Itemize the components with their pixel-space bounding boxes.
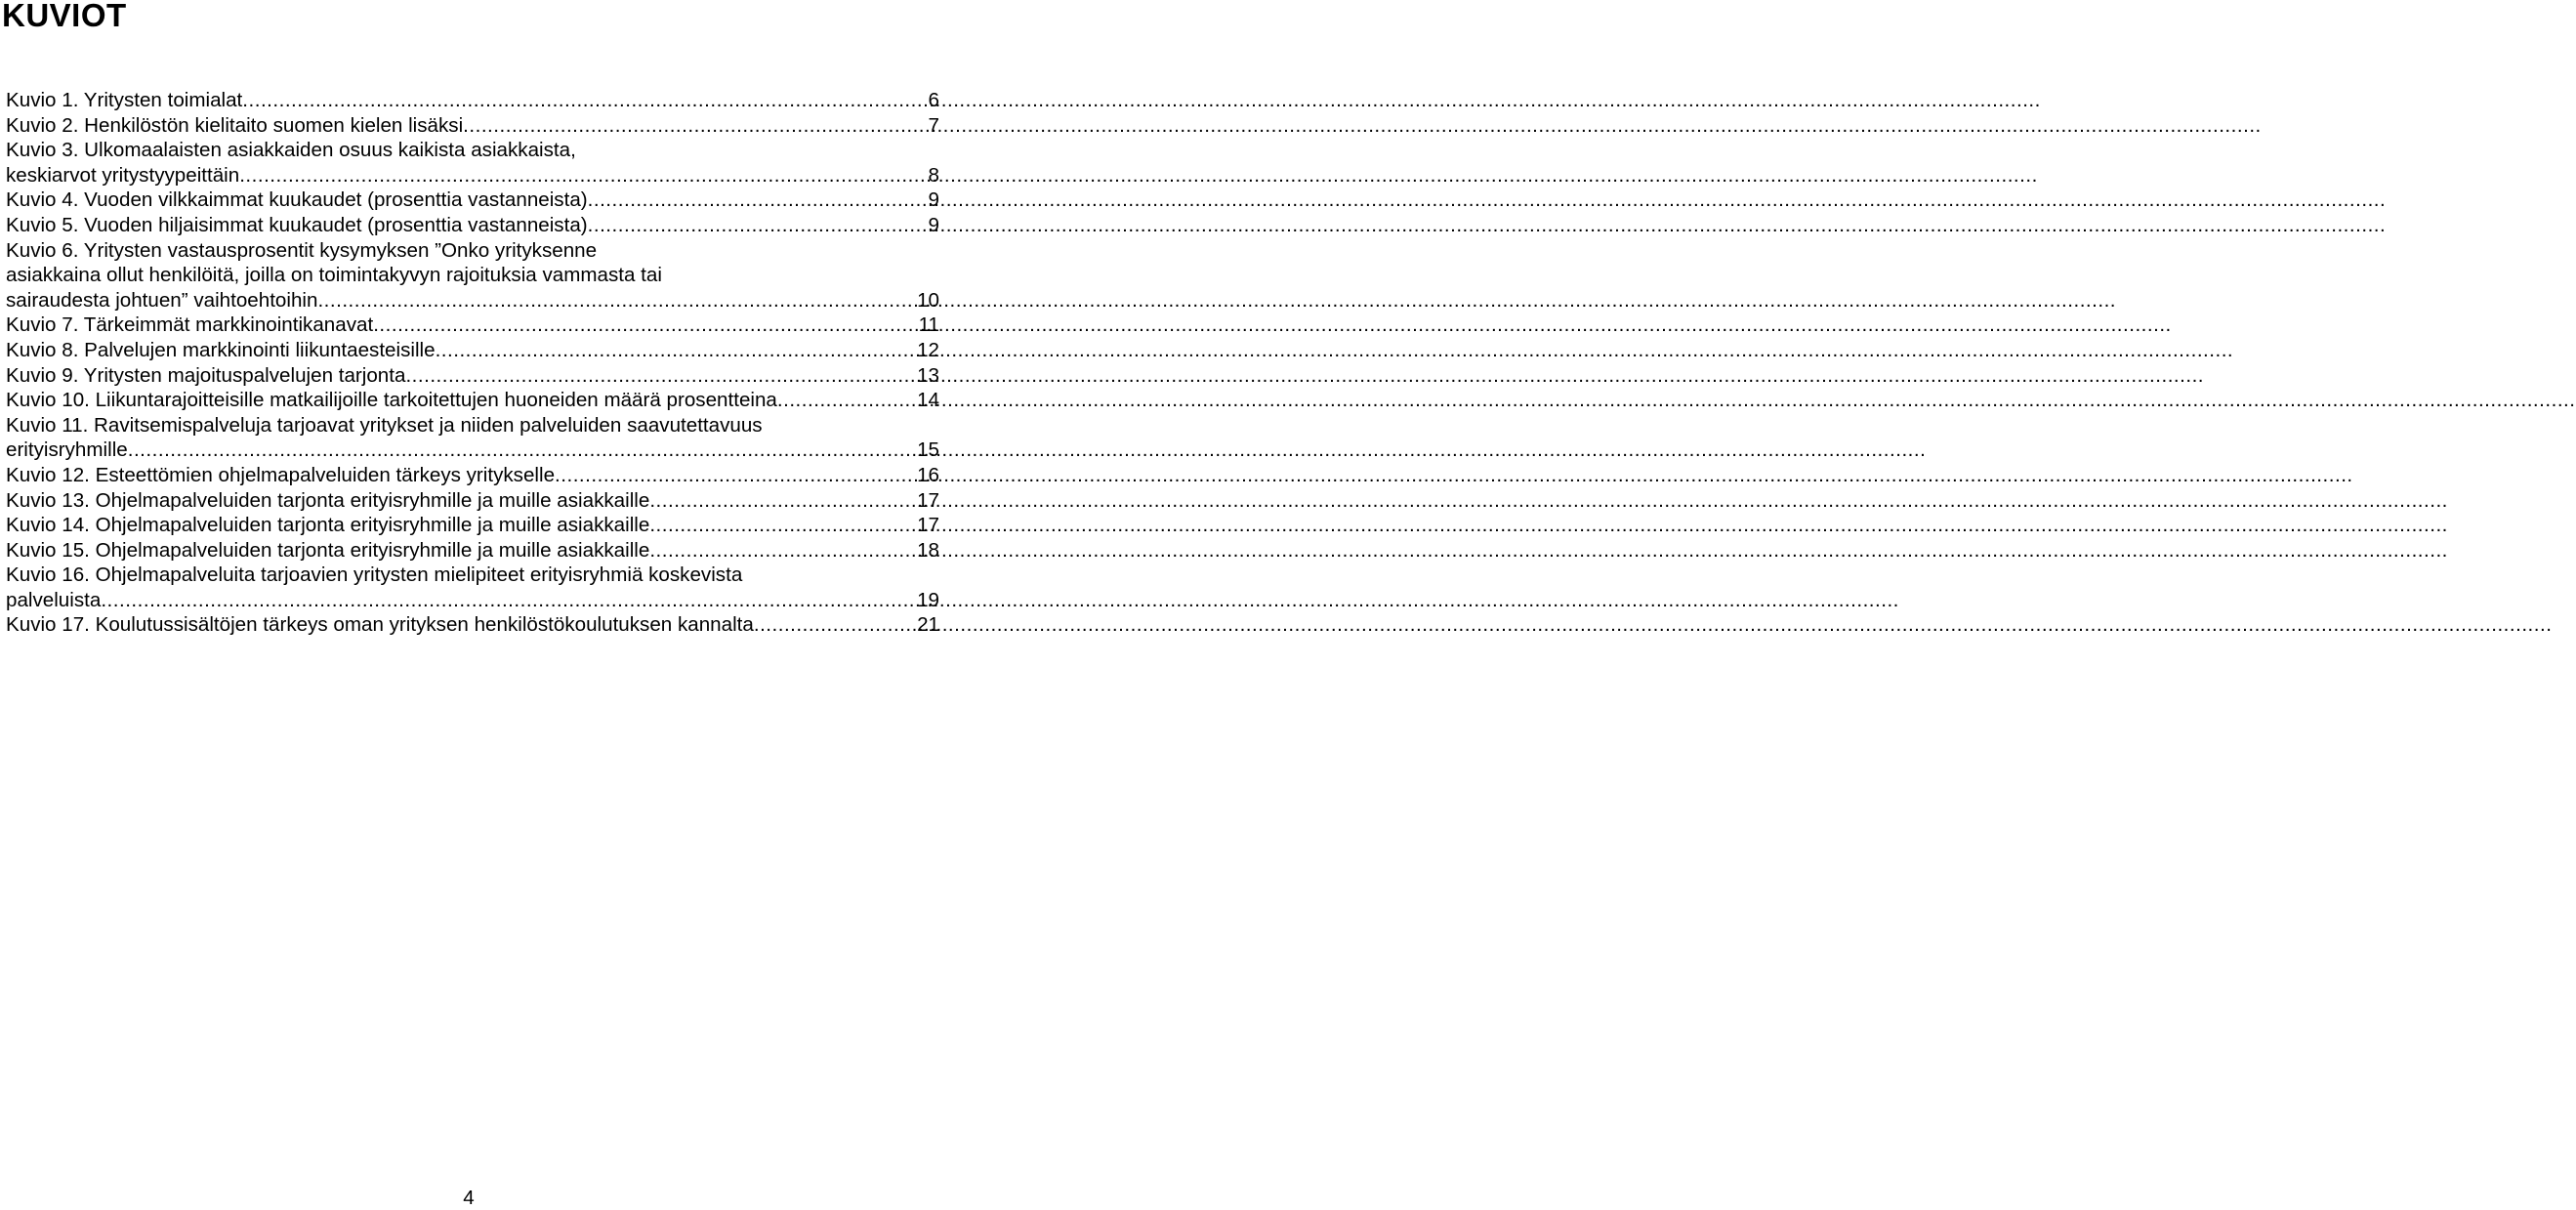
toc-entry-title: palveluista <box>6 588 102 611</box>
toc-entry-page: 14 <box>917 389 939 412</box>
toc-entry[interactable] <box>6 238 939 313</box>
toc-entry-line <box>6 213 939 238</box>
toc-entry-page: 17 <box>917 488 939 512</box>
dot-leader <box>649 488 917 514</box>
toc-entry-title: Kuvio 1. Yritysten toimialat <box>6 89 243 111</box>
toc-entry[interactable] <box>6 138 939 188</box>
dot-leader <box>436 338 918 363</box>
page-title: KUVIOT <box>2 0 127 33</box>
document-page <box>0 0 937 1210</box>
toc-entry-page: 12 <box>917 338 939 361</box>
dot-leader <box>373 313 918 338</box>
dot-leader <box>317 288 917 313</box>
toc-entry-title: keskiarvot yritystyypeittäin <box>6 163 240 187</box>
toc-entry-line <box>6 363 939 389</box>
toc-entry-text: Kuvio 6. Yritysten vastausprosentit kysymyksen ”Onko yrityksenne <box>6 238 598 262</box>
toc-entry-title: Kuvio 9. Yritysten majoituspalvelujen tarjonta <box>6 363 406 387</box>
dot-leader <box>754 612 917 638</box>
toc-entry-page: 21 <box>917 613 939 637</box>
toc-entry-title: sairaudesta johtuen” vaihtoehtoihin <box>6 288 318 312</box>
toc-entry-line <box>6 538 939 563</box>
dot-leader <box>555 463 917 488</box>
dot-leader <box>405 363 917 389</box>
toc-entry[interactable] <box>6 463 939 488</box>
toc-entry-line <box>6 588 939 613</box>
toc-entry-title: Kuvio 8. Palvelujen markkinointi liikuntaesteisille <box>6 338 436 361</box>
toc-entry-page: 17 <box>917 514 939 537</box>
toc-entry-title: Kuvio 13. Ohjelmapalveluiden tarjonta erityisryhmille ja muille asiakkaille <box>6 488 650 512</box>
toc-entry[interactable] <box>6 188 939 213</box>
toc-entry-title: Kuvio 14. Ohjelmapalveluiden tarjonta erityisryhmille ja muille asiakkaille <box>6 514 650 537</box>
toc-entry-page: 8 <box>928 163 939 187</box>
toc-entry-text: Kuvio 16. Ohjelmapalveluita tarjoavien yritysten mielipiteet erityisryhmiä koskevista <box>6 563 743 587</box>
toc-entry-title: Kuvio 2. Henkilöstön kielitaito suomen kielen lisäksi <box>6 113 464 137</box>
toc-entry[interactable] <box>6 563 939 612</box>
toc-entry[interactable] <box>6 388 939 413</box>
toc-entry-title: Kuvio 4. Vuoden vilkkaimmat kuukaudet (prosenttia vastanneista) <box>6 188 588 212</box>
toc-entry[interactable] <box>6 538 939 563</box>
toc-entry-title: Kuvio 17. Koulutussisältöjen tärkeys oman yrityksen henkilöstökoulutuksen kannalta <box>6 613 754 637</box>
toc-entry-line <box>6 463 939 488</box>
toc-entry-line <box>6 313 939 338</box>
toc-entry-title: Kuvio 15. Ohjelmapalveluiden tarjonta erityisryhmille ja muille asiakkaille <box>6 538 650 562</box>
toc-entry[interactable] <box>6 113 939 139</box>
toc-entry-line <box>6 488 939 514</box>
toc-entry-title: Kuvio 7. Tärkeimmät markkinointikanavat <box>6 313 374 337</box>
toc-entry-page: 11 <box>918 313 939 337</box>
toc-entry-line <box>6 513 939 538</box>
toc-entry-page: 6 <box>928 89 939 111</box>
toc-entry-title: Kuvio 10. Liikuntarajoitteisille matkailijoille tarkoitettujen huoneiden määrä prosentteina <box>6 389 777 412</box>
dot-leader <box>588 188 929 213</box>
toc-entry-line <box>6 113 939 139</box>
dot-leader <box>777 388 917 413</box>
dot-leader <box>649 513 917 538</box>
toc-entry-line <box>6 288 939 313</box>
toc-entry-title: Kuvio 12. Esteettömien ohjelmapalveluiden tärkeys yritykselle <box>6 463 556 486</box>
toc-entry[interactable] <box>6 313 939 338</box>
toc-entry-page: 16 <box>917 463 939 486</box>
toc-entry-page: 9 <box>928 213 939 236</box>
dot-leader <box>239 163 928 188</box>
toc-entry-line <box>6 438 939 463</box>
toc-entry-text: asiakkaina ollut henkilöitä, joilla on toimintakyvyn rajoituksia vammasta tai <box>6 264 662 287</box>
toc-entry[interactable] <box>6 213 939 238</box>
toc-entry-page: 13 <box>917 363 939 387</box>
dot-leader <box>128 438 917 463</box>
toc-entry-page: 18 <box>917 538 939 562</box>
dot-leader <box>463 113 928 139</box>
toc-entry-page: 15 <box>917 438 939 462</box>
list-of-figures <box>6 88 939 638</box>
toc-entry-line <box>6 388 939 413</box>
dot-leader <box>588 213 929 238</box>
dot-leader <box>649 538 917 563</box>
toc-entry[interactable] <box>6 513 939 538</box>
toc-entry[interactable] <box>6 413 939 463</box>
toc-entry-page: 10 <box>917 288 939 312</box>
toc-entry-page: 9 <box>928 188 939 212</box>
toc-entry[interactable] <box>6 363 939 389</box>
toc-entry[interactable] <box>6 612 939 638</box>
dot-leader <box>101 588 917 613</box>
toc-entry-page: 7 <box>928 113 939 137</box>
toc-entry[interactable] <box>6 488 939 514</box>
toc-entry-title: Kuvio 5. Vuoden hiljaisimmat kuukaudet (prosenttia vastanneista) <box>6 213 588 236</box>
toc-entry[interactable] <box>6 88 939 113</box>
toc-entry[interactable] <box>6 338 939 363</box>
toc-entry-line <box>6 338 939 363</box>
toc-entry-line <box>6 163 939 188</box>
toc-entry-line <box>6 88 939 113</box>
toc-entry-line <box>6 188 939 213</box>
toc-entry-page: 19 <box>917 588 939 611</box>
page-number: 4 <box>463 1187 475 1209</box>
toc-entry-text: Kuvio 3. Ulkomaalaisten asiakkaiden osuus kaikista asiakkaista, <box>6 139 576 162</box>
toc-entry-text: Kuvio 11. Ravitsemispalveluja tarjoavat yritykset ja niiden palveluiden saavutettavuus <box>6 413 763 437</box>
toc-entry-title: erityisryhmille <box>6 438 128 462</box>
dot-leader <box>242 88 928 113</box>
toc-entry-line <box>6 612 939 638</box>
